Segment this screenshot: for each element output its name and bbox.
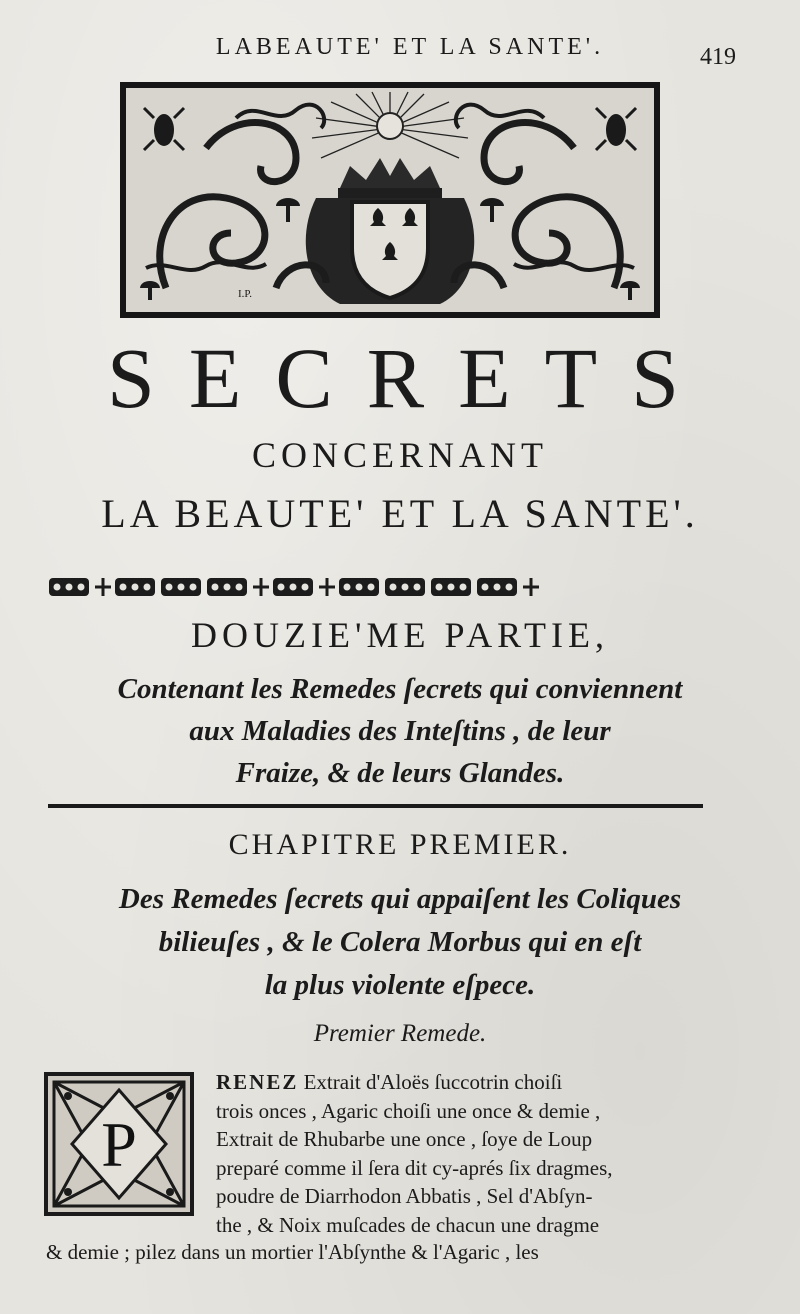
title-subtitle-1: CONCERNANT — [251, 435, 548, 475]
title-subtitle-2: LA BEAUTE' ET LA SANTE'. — [101, 491, 699, 536]
woodcut-headpiece — [120, 82, 660, 318]
chapter-title: CHAPITRE PREMIER. — [228, 828, 572, 861]
chapter-subtitle-line: bilieuſes , & le Colera Morbus qui en eſt — [158, 926, 642, 958]
running-head: LABEAUTE' ET LA SANTE'. — [215, 34, 605, 60]
decorated-initial — [44, 1072, 194, 1216]
remedy-text — [216, 1068, 726, 1239]
book-title: SECRETS — [107, 330, 713, 426]
text-line: preparé comme il ſera dit cy-aprés ſix dragmes, — [216, 1155, 613, 1180]
initial-letter: P — [101, 1109, 137, 1180]
contents-line: aux Maladies des Inteſtins , de leur — [189, 715, 611, 747]
chapter-subtitle-line: la plus violente eſpece. — [264, 969, 536, 1001]
decorated-initial-frame-icon — [48, 1076, 190, 1212]
lead-word: RENEZ — [216, 1070, 299, 1094]
chapter-subtitle — [30, 878, 770, 1007]
engraver-initials: I.P. — [238, 288, 253, 300]
text-line: trois onces , Agaric choiſi une once & demie , — [216, 1098, 601, 1123]
text-line: poudre de Diarrhodon Abbatis , Sel d'Abſyn- — [216, 1184, 593, 1208]
text-line-1 — [216, 1068, 726, 1097]
royal-arms-ornament-icon — [126, 88, 654, 312]
page-number: 419 — [700, 44, 736, 70]
horizontal-rule — [48, 804, 703, 808]
text-line: Extrait de Rhubarbe une once , ſoye de Loup — [216, 1127, 593, 1151]
text-line-last: & demie ; pilez dans un mortier l'Abſynthe & l'Agaric , les — [46, 1240, 539, 1264]
contents-line: Contenant les Remedes ſecrets qui conviennent — [117, 673, 683, 705]
part-title: DOUZIE'ME PARTIE, — [191, 615, 609, 655]
text-line: the , & Noix muſcades de chacun une dragme — [216, 1212, 600, 1237]
part-contents — [40, 668, 760, 794]
remedy-heading: Premier Remede. — [313, 1020, 487, 1047]
chapter-subtitle-line: Des Remedes ſecrets qui appaiſent les Coliques — [118, 883, 682, 915]
contents-line: Fraize, & de leurs Glandes. — [235, 757, 565, 789]
fleuron-divider-icon — [45, 574, 735, 600]
text-line-1-rest: Extrait d'Aloës ſuccotrin choiſi — [298, 1070, 563, 1094]
